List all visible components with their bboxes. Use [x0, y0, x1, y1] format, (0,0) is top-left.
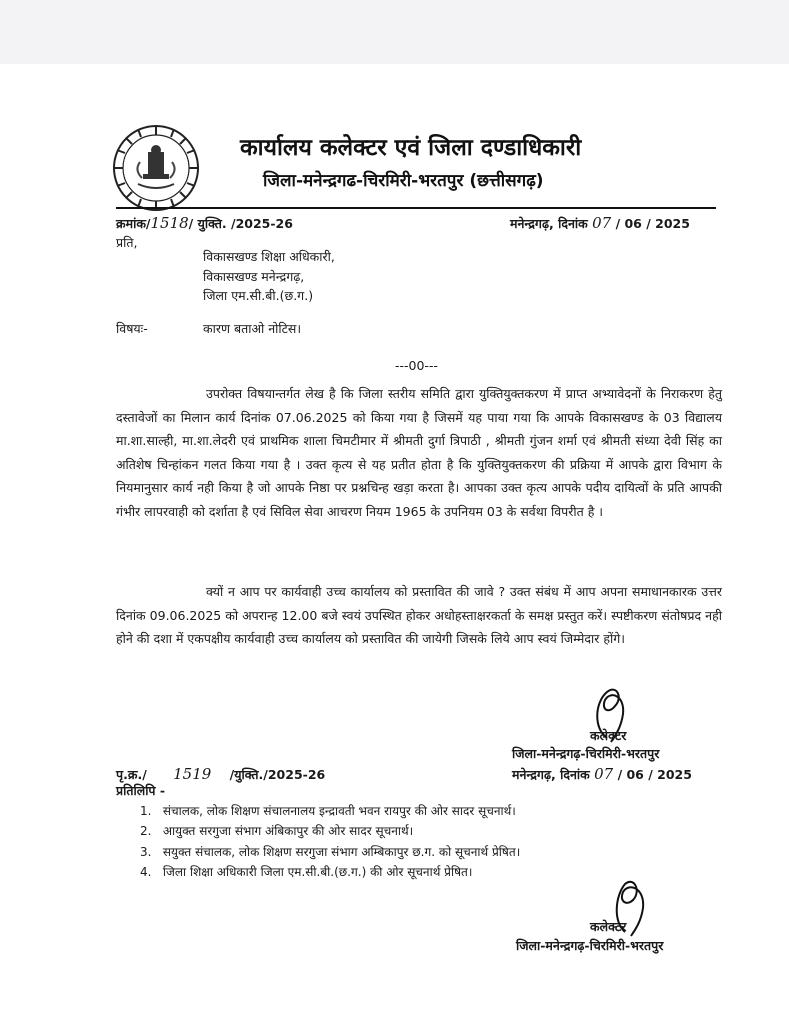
copy-item-number: 1. — [140, 804, 152, 818]
viewer-top-bar — [0, 0, 789, 64]
copy-reference-number — [116, 765, 325, 783]
state-emblem-icon — [112, 124, 200, 212]
copy-date-day: 07 — [594, 765, 614, 783]
body-paragraph-1: उपरोक्त विषयान्तर्गत लेख है कि जिला स्तरीय समिति द्वारा युक्तियुक्तकरण में प्राप्त अभ्यावेदनों के निराकरण हेतु दस्तावेजों का मिलान कार्य दिनांक 07.06.2025 को किया गया है जिसमें यह पाया गया कि आपके विकासखण्ड के 03 विद्यालय मा.शा.साल्ही, मा.शा.लेदरी एवं प्राथमिक शाला चिमटीमार में श्रीमती दुर्गा त्रिपाठी , श्रीमती गुंजन शर्मा एवं श्रीमती संध्या देवी सिंह का अतिशेष चिन्हांकन गलत किया गया है । उक्त कृत्य से यह प्रतीत होता है कि युक्तियुक्तकरण की प्रक्रिया में आपके द्वारा विभाग के नियमानुसार कार्य नही किया है जो आपके निष्ठा पर प्रश्नचिन्ह खड़ा करता है। आपका उक्त कृत्य आपके पदीय दायित्वों के प्रति आपकी गंभीर लापरवाही को दर्शाता है एवं सिविल सेवा आचरण नियम 1965 के उपनियम 03 के सर्वथा विपरीत है । — [116, 386, 722, 519]
signature-1-district: जिला-मनेन्द्रगढ़-चिरमिरी-भरतपुर — [512, 746, 660, 761]
signature-1-designation: कलेक्टर — [590, 728, 627, 743]
subject-text: कारण बताओ नोटिस। — [203, 321, 302, 336]
recipient-line-1: विकासखण्ड शिक्षा अधिकारी, — [203, 249, 335, 264]
body-paragraph-2: क्यों न आप पर कार्यवाही उच्च कार्यालय को प्रस्तावित की जावे ? उक्त संबंध में आप अपना समाधानकारक उत्तर दिनांक 09.06.2025 को अपरान्ह 12.00 बजे स्वयं उपस्थित होकर अधोहस्ताक्षरकर्ता के समक्ष प्रस्तुत करें। स्पष्टीकरण संतोषप्रद नही होने की दशा में एकपक्षीय कार्यवाही उच्च कार्यालय को प्रस्तावित की जायेगी जिसके लिये आप स्वयं जिम्मेदार होंगे। — [116, 584, 722, 647]
prati-label: प्रति, — [116, 235, 138, 250]
district-line: जिला-मनेन्द्रगढ-चिरमिरी-भरतपुर (छत्तीसगढ़) — [263, 171, 544, 191]
place-date-prefix: मनेन्द्रगढ़, दिनांक — [510, 216, 588, 231]
kramank-suffix: / युक्ति. /2025-26 — [188, 216, 293, 231]
copy-item-text: जिला शिक्षा अधिकारी जिला एम.सी.बी.(छ.ग.) की ओर सूचनार्थ प्रेषित। — [162, 865, 473, 879]
date-day: 07 — [592, 214, 612, 232]
copy-ref-number: 1519 — [173, 765, 212, 783]
copy-item-2 — [140, 822, 413, 839]
copy-item-4 — [140, 863, 472, 880]
kramank-prefix: क्रमांक/ — [116, 216, 151, 231]
copy-item-text: संचालक, लोक शिक्षण संचालनालय इन्द्रावती भवन रायपुर की ओर सादर सूचनार्थ। — [162, 804, 516, 818]
date-rest: / 06 / 2025 — [615, 216, 690, 231]
copy-place-date — [512, 765, 692, 783]
signature-2-designation: कलेक्टर — [590, 919, 627, 934]
copy-item-number: 2. — [140, 824, 152, 838]
copy-place-date-prefix: मनेन्द्रगढ़, दिनांक — [512, 767, 590, 782]
copy-item-1 — [140, 802, 516, 819]
recipient-line-3: जिला एम.सी.बी.(छ.ग.) — [203, 288, 314, 303]
pratilipi-label: प्रतिलिपि - — [116, 783, 166, 798]
copy-item-3 — [140, 843, 520, 860]
office-title: कार्यालय कलेक्टर एवं जिला दण्डाधिकारी — [240, 135, 582, 161]
copy-date-rest: / 06 / 2025 — [617, 767, 692, 782]
copy-item-text: आयुक्त सरगुजा संभाग अंबिकापुर की ओर सादर सूचनार्थ। — [162, 824, 414, 838]
place-date — [510, 214, 690, 232]
signature-2-district: जिला-मनेन्द्रगढ़-चिरमिरी-भरतपुर — [516, 938, 664, 953]
reference-number — [116, 214, 293, 232]
copy-item-number: 3. — [140, 845, 152, 859]
separator: ---00--- — [395, 358, 438, 373]
recipient-line-2: विकासखण्ड मनेन्द्रगढ़, — [203, 269, 305, 284]
copy-item-text: सयुक्त संचालक, लोक शिक्षण सरगुजा संभाग अम्बिकापुर छ.ग. को सूचनार्थ प्रेषित। — [162, 845, 521, 859]
copy-ref-suffix: /युक्ति./2025-26 — [229, 767, 326, 782]
subject-label: विषयः- — [116, 321, 148, 336]
kramank-number: 1518 — [150, 214, 189, 232]
header-rule — [116, 207, 716, 209]
copy-ref-prefix: पृ.क्र./ — [116, 767, 147, 782]
copy-item-number: 4. — [140, 865, 152, 879]
